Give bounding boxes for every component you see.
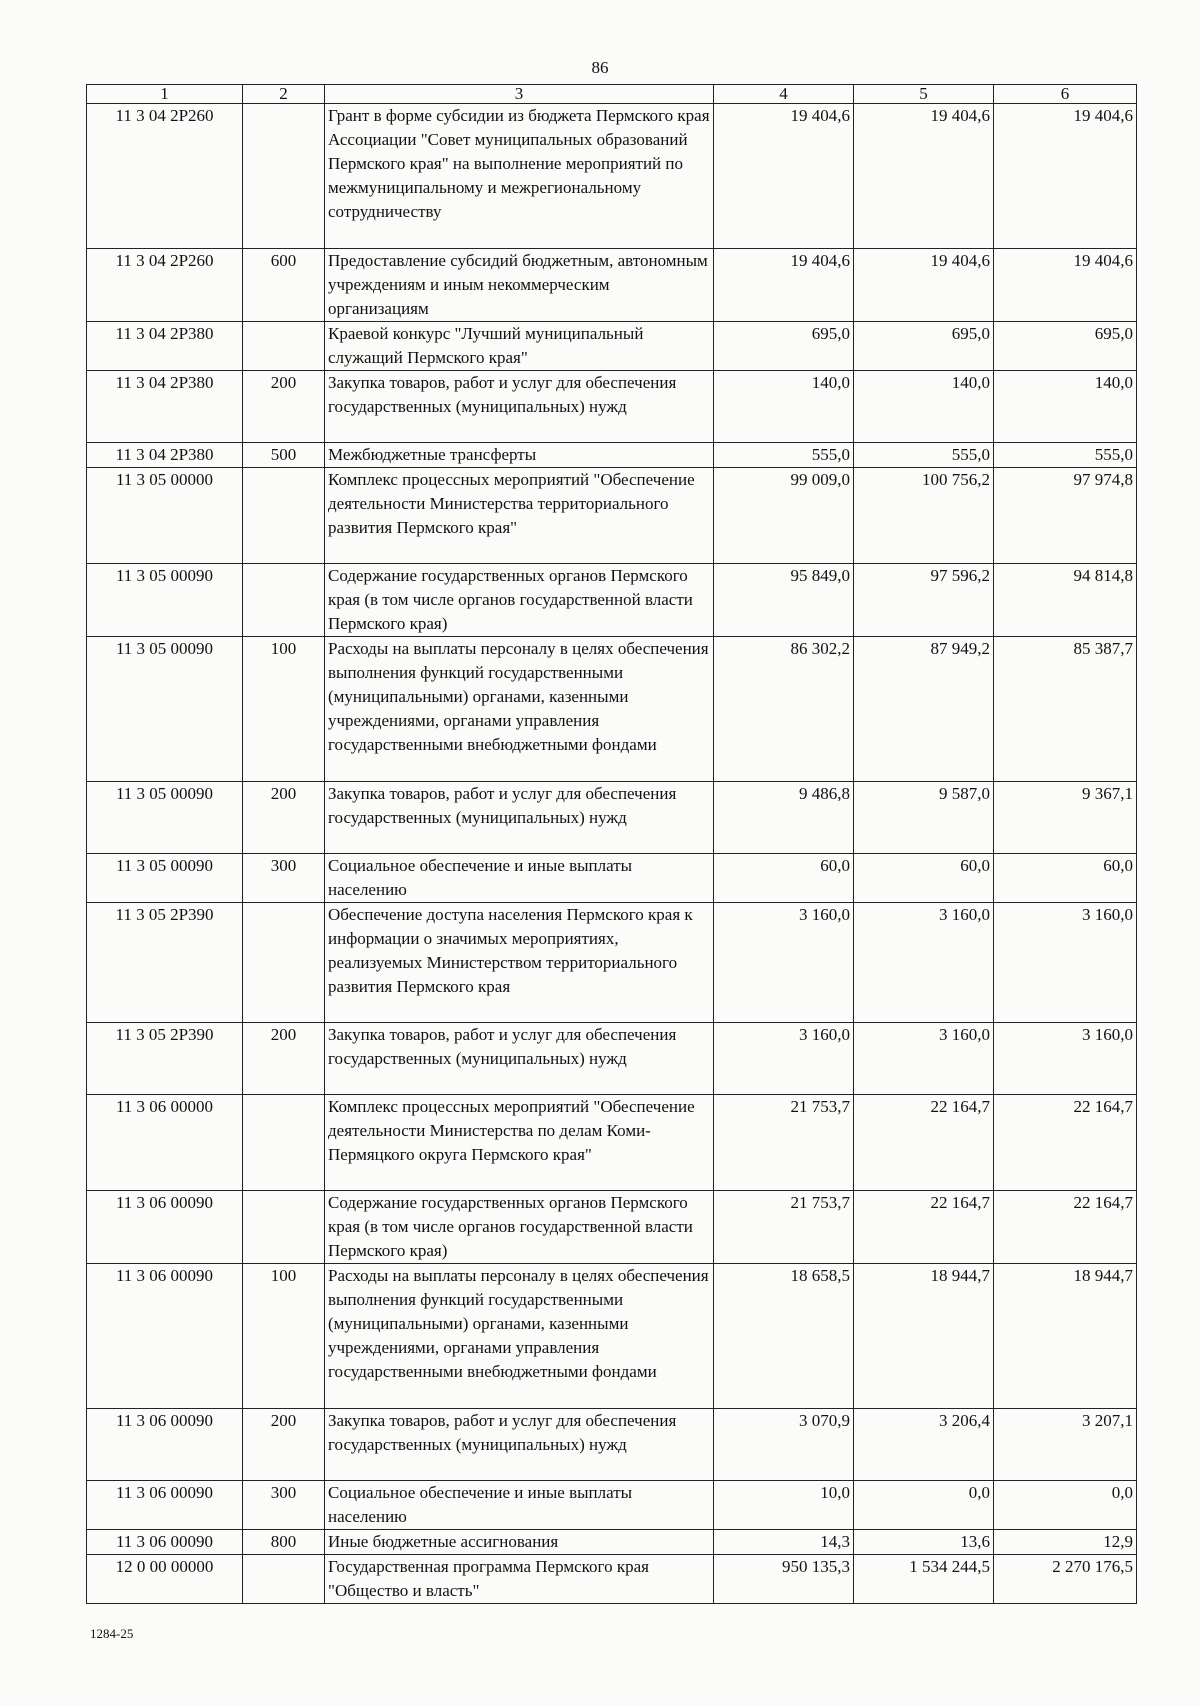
cell-value-4: 3 160,0 <box>714 903 854 1023</box>
cell-value-6: 12,9 <box>994 1530 1137 1555</box>
cell-name: Обеспечение доступа населения Пермского края к информации о значимых мероприятиях, реализуемых Министерством территориального развития Пермского края <box>325 903 714 1023</box>
table-header-row <box>87 85 1137 104</box>
cell-value-6: 22 164,7 <box>994 1095 1137 1191</box>
cell-name: Закупка товаров, работ и услуг для обеспечения государственных (муниципальных) нужд <box>325 782 714 854</box>
cell-value-5: 0,0 <box>854 1481 994 1530</box>
cell-name: Расходы на выплаты персоналу в целях обеспечения выполнения функций государственными (муниципальными) органами, казенными учреждениями, органами управления государственными внебюджетными фондами <box>325 637 714 782</box>
cell-value-4: 3 160,0 <box>714 1023 854 1095</box>
budget-table <box>86 84 1137 1604</box>
cell-value-6: 140,0 <box>994 371 1137 443</box>
cell-name: Предоставление субсидий бюджетным, автономным учреждениям и иным некоммерческим организациям <box>325 249 714 322</box>
table-row <box>87 443 1137 468</box>
cell-value-5: 1 534 244,5 <box>854 1555 994 1604</box>
col-header-6: 6 <box>994 85 1137 104</box>
cell-value-5: 22 164,7 <box>854 1191 994 1264</box>
cell-name: Закупка товаров, работ и услуг для обеспечения государственных (муниципальных) нужд <box>325 371 714 443</box>
cell-value-6: 94 814,8 <box>994 564 1137 637</box>
table-row <box>87 1023 1137 1095</box>
cell-expense-type <box>243 903 325 1023</box>
cell-name: Иные бюджетные ассигнования <box>325 1530 714 1555</box>
cell-value-4: 695,0 <box>714 322 854 371</box>
table-row <box>87 903 1137 1023</box>
cell-name: Расходы на выплаты персоналу в целях обеспечения выполнения функций государственными (муниципальными) органами, казенными учреждениями, органами управления государственными внебюджетными фондами <box>325 1264 714 1409</box>
cell-name: Комплекс процессных мероприятий "Обеспечение деятельности Министерства территориального развития Пермского края" <box>325 468 714 564</box>
cell-expense-type: 600 <box>243 249 325 322</box>
cell-code: 11 3 05 2Р390 <box>87 1023 243 1095</box>
cell-code: 11 3 05 2Р390 <box>87 903 243 1023</box>
cell-name: Социальное обеспечение и иные выплаты населению <box>325 854 714 903</box>
table-row <box>87 1555 1137 1604</box>
cell-value-6: 19 404,6 <box>994 249 1137 322</box>
cell-value-5: 695,0 <box>854 322 994 371</box>
document-id: 1284-25 <box>90 1626 134 1641</box>
cell-code: 11 3 06 00090 <box>87 1530 243 1555</box>
table-row <box>87 854 1137 903</box>
table-row <box>87 1264 1137 1409</box>
col-header-5: 5 <box>854 85 994 104</box>
cell-code: 11 3 04 2Р380 <box>87 322 243 371</box>
table-row <box>87 1530 1137 1555</box>
cell-value-6: 555,0 <box>994 443 1137 468</box>
table-row <box>87 249 1137 322</box>
cell-expense-type: 300 <box>243 1481 325 1530</box>
col-header-3: 3 <box>325 85 714 104</box>
cell-name: Краевой конкурс "Лучший муниципальный служащий Пермского края" <box>325 322 714 371</box>
cell-code: 12 0 00 00000 <box>87 1555 243 1604</box>
cell-name: Содержание государственных органов Пермского края (в том числе органов государственной власти Пермского края) <box>325 564 714 637</box>
cell-value-4: 555,0 <box>714 443 854 468</box>
cell-name: Закупка товаров, работ и услуг для обеспечения государственных (муниципальных) нужд <box>325 1409 714 1481</box>
cell-value-5: 19 404,6 <box>854 249 994 322</box>
page-number: 86 <box>591 58 609 77</box>
cell-expense-type: 300 <box>243 854 325 903</box>
cell-value-5: 100 756,2 <box>854 468 994 564</box>
cell-expense-type: 100 <box>243 1264 325 1409</box>
cell-value-4: 14,3 <box>714 1530 854 1555</box>
cell-name: Комплекс процессных мероприятий "Обеспечение деятельности Министерства по делам Коми-Пермяцкого округа Пермского края" <box>325 1095 714 1191</box>
cell-value-4: 60,0 <box>714 854 854 903</box>
col-header-4: 4 <box>714 85 854 104</box>
table-row <box>87 371 1137 443</box>
cell-value-4: 3 070,9 <box>714 1409 854 1481</box>
cell-name: Закупка товаров, работ и услуг для обеспечения государственных (муниципальных) нужд <box>325 1023 714 1095</box>
cell-value-4: 95 849,0 <box>714 564 854 637</box>
cell-code: 11 3 04 2Р260 <box>87 104 243 249</box>
cell-value-5: 9 587,0 <box>854 782 994 854</box>
cell-value-5: 22 164,7 <box>854 1095 994 1191</box>
cell-value-4: 140,0 <box>714 371 854 443</box>
cell-code: 11 3 05 00000 <box>87 468 243 564</box>
cell-value-6: 3 160,0 <box>994 903 1137 1023</box>
cell-value-6: 9 367,1 <box>994 782 1137 854</box>
cell-value-5: 3 160,0 <box>854 903 994 1023</box>
cell-value-4: 10,0 <box>714 1481 854 1530</box>
cell-code: 11 3 04 2Р380 <box>87 443 243 468</box>
cell-expense-type: 200 <box>243 782 325 854</box>
cell-code: 11 3 06 00090 <box>87 1409 243 1481</box>
cell-value-4: 9 486,8 <box>714 782 854 854</box>
cell-expense-type <box>243 104 325 249</box>
cell-value-5: 18 944,7 <box>854 1264 994 1409</box>
cell-code: 11 3 05 00090 <box>87 564 243 637</box>
cell-value-5: 555,0 <box>854 443 994 468</box>
cell-value-5: 19 404,6 <box>854 104 994 249</box>
cell-expense-type <box>243 468 325 564</box>
cell-value-5: 3 206,4 <box>854 1409 994 1481</box>
cell-expense-type <box>243 322 325 371</box>
cell-value-6: 695,0 <box>994 322 1137 371</box>
cell-name: Грант в форме субсидии из бюджета Пермского края Ассоциации "Совет муниципальных образований Пермского края" на выполнение мероприятий по межмуниципальному и межрегиональному сотрудничеству <box>325 104 714 249</box>
cell-name: Содержание государственных органов Пермского края (в том числе органов государственной власти Пермского края) <box>325 1191 714 1264</box>
cell-value-6: 19 404,6 <box>994 104 1137 249</box>
cell-name: Межбюджетные трансферты <box>325 443 714 468</box>
cell-code: 11 3 05 00090 <box>87 854 243 903</box>
cell-value-6: 85 387,7 <box>994 637 1137 782</box>
cell-value-6: 18 944,7 <box>994 1264 1137 1409</box>
cell-name: Государственная программа Пермского края "Общество и власть" <box>325 1555 714 1604</box>
cell-code: 11 3 06 00090 <box>87 1191 243 1264</box>
table-row <box>87 637 1137 782</box>
cell-expense-type <box>243 1095 325 1191</box>
cell-value-4: 950 135,3 <box>714 1555 854 1604</box>
table-row <box>87 1095 1137 1191</box>
col-header-2: 2 <box>243 85 325 104</box>
cell-value-6: 3 160,0 <box>994 1023 1137 1095</box>
cell-value-5: 87 949,2 <box>854 637 994 782</box>
cell-expense-type <box>243 564 325 637</box>
cell-value-5: 140,0 <box>854 371 994 443</box>
cell-name: Социальное обеспечение и иные выплаты населению <box>325 1481 714 1530</box>
cell-expense-type: 100 <box>243 637 325 782</box>
table-row <box>87 322 1137 371</box>
table-row <box>87 1409 1137 1481</box>
table-row <box>87 564 1137 637</box>
cell-value-4: 19 404,6 <box>714 249 854 322</box>
cell-value-5: 13,6 <box>854 1530 994 1555</box>
cell-value-6: 2 270 176,5 <box>994 1555 1137 1604</box>
cell-value-4: 19 404,6 <box>714 104 854 249</box>
cell-expense-type: 200 <box>243 371 325 443</box>
cell-expense-type <box>243 1555 325 1604</box>
cell-value-5: 97 596,2 <box>854 564 994 637</box>
cell-value-5: 3 160,0 <box>854 1023 994 1095</box>
cell-expense-type <box>243 1191 325 1264</box>
table-row <box>87 1481 1137 1530</box>
cell-code: 11 3 05 00090 <box>87 637 243 782</box>
cell-value-4: 99 009,0 <box>714 468 854 564</box>
table-row <box>87 468 1137 564</box>
cell-value-6: 0,0 <box>994 1481 1137 1530</box>
cell-value-5: 60,0 <box>854 854 994 903</box>
cell-value-6: 97 974,8 <box>994 468 1137 564</box>
cell-code: 11 3 06 00090 <box>87 1481 243 1530</box>
cell-value-6: 3 207,1 <box>994 1409 1137 1481</box>
cell-expense-type: 200 <box>243 1023 325 1095</box>
col-header-1: 1 <box>87 85 243 104</box>
cell-code: 11 3 06 00000 <box>87 1095 243 1191</box>
cell-code: 11 3 04 2Р380 <box>87 371 243 443</box>
cell-code: 11 3 05 00090 <box>87 782 243 854</box>
cell-value-4: 21 753,7 <box>714 1095 854 1191</box>
cell-expense-type: 200 <box>243 1409 325 1481</box>
cell-value-4: 18 658,5 <box>714 1264 854 1409</box>
cell-value-4: 21 753,7 <box>714 1191 854 1264</box>
cell-expense-type: 500 <box>243 443 325 468</box>
table-row <box>87 1191 1137 1264</box>
table-row <box>87 104 1137 249</box>
table-row <box>87 782 1137 854</box>
cell-expense-type: 800 <box>243 1530 325 1555</box>
cell-value-6: 22 164,7 <box>994 1191 1137 1264</box>
cell-code: 11 3 04 2Р260 <box>87 249 243 322</box>
cell-code: 11 3 06 00090 <box>87 1264 243 1409</box>
cell-value-6: 60,0 <box>994 854 1137 903</box>
cell-value-4: 86 302,2 <box>714 637 854 782</box>
